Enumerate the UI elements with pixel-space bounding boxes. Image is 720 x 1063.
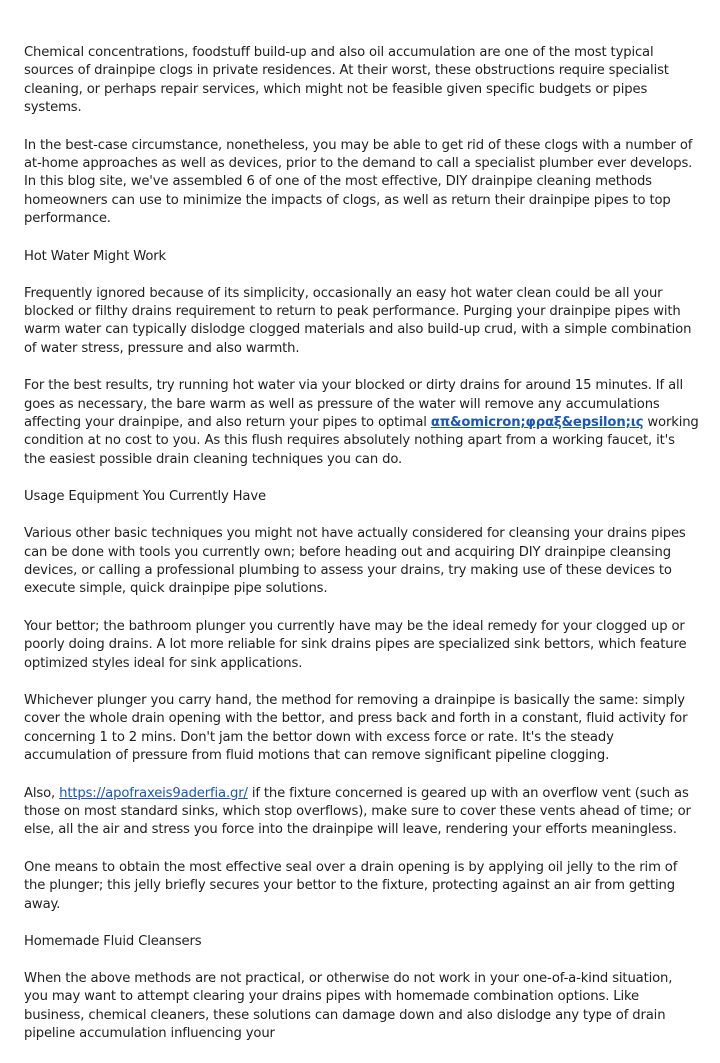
- paragraph-equipment-5: One means to obtain the most effective seal over a drain opening is by applying oil jelly to the rim of the plunger; this jelly briefly secures your bettor to the fixture, protecting against an air from getting away.: [24, 859, 678, 912]
- paragraph-best-case: In the best-case circumstance, nonetheless, you may be able to get rid of these clogs with a number of at-home approaches as well as devices, prior to the demand to call a specialist plumber ever develops. In this blog site, we've assembled 6 of one of the most effective, DIY drainpipe cleaning methods homeowners can use to minimize the impacts of clogs, as well as return their drainpipe pipes to top performance.: [24, 137, 693, 227]
- paragraph-equipment-4-text-b: if the fixture concerned is geared up with an overflow vent (such as those on most standard sinks, which stop overflows), make sure to cover these vents ahead of time; or else, all the air and stress you force into the drainpipe will leave, rendering your efforts meaningless.: [24, 785, 691, 838]
- heading-homemade-cleansers: Homemade Fluid Cleansers: [24, 934, 202, 950]
- paragraph-equipment-2: Your bettor; the bathroom plunger you currently have may be the ideal remedy for your clogged up or poorly doing drains. A lot more reliable for sink drains pipes are specialized sink bettors, which feature optimized styles ideal for sink applications.: [24, 618, 687, 671]
- paragraph-equipment-4: [24, 785, 700, 840]
- keyword-link[interactable]: απ&omicron;φραξ&epsilon;ις: [430, 415, 644, 430]
- heading-equipment: Usage Equipment You Currently Have: [24, 489, 266, 505]
- paragraph-equipment-1: Various other basic techniques you might not have actually considered for cleansing your drains pipes can be done with tools you currently own; before heading out and acquiring DIY drainpipe cleansing devices, or calling a professional plumbing to assess your drains, try making use of these devices to execute simple, quick drainpipe pipe solutions.: [24, 526, 686, 597]
- paragraph-homemade-1: When the above methods are not practical, or otherwise do not work in your one-of-a-kind situation, you may want to attempt clearing your drains pipes with homemade combination options. Like business, chemical cleaners, these solutions can damage down and also dislodge any type of drain pipeline accumulation influencing your: [24, 970, 673, 1042]
- paragraph-intro: Chemical concentrations, foodstuff build-up and also oil accumulation are one of the most typical sources of drainpipe clogs in private residences. At their worst, these obstructions require specialist cleaning, or perhaps repair services, which might not be feasible given specific budgets or pipes systems.: [24, 45, 669, 116]
- website-link[interactable]: https://apofraxeis9aderfia.gr/: [59, 785, 248, 801]
- article-body: [24, 44, 700, 1063]
- heading-hot-water: Hot Water Might Work: [24, 248, 167, 264]
- paragraph-equipment-3: Whichever plunger you carry hand, the method for removing a drainpipe is basically the same: simply cover the whole drain opening with the bettor, and press back and forth in a constant, fluid activity for concerning 1 to 2 mins. Don't jam the bettor down with excess force or rate. It's the steady accumulation of pressure from fluid motions that can remove significant pipeline clogging.: [24, 692, 688, 764]
- paragraph-hot-water-2-text-b: working condition at no cost to you. As this flush requires absolutely nothing apart from a working faucet, it's the easiest possible drain cleaning techniques you can do.: [24, 415, 699, 467]
- paragraph-hot-water-1: Frequently ignored because of its simplicity, occasionally an easy hot water clean could be all your blocked or filthy drains requirement to return to peak performance. Purging your drainpipe pipes with warm water can typically dislodge clogged materials and also build-up crud, with a simple combination of water stress, pressure and also warmth.: [24, 285, 692, 356]
- paragraph-equipment-4-text-a: Also,: [24, 785, 60, 801]
- paragraph-hot-water-2: [24, 377, 700, 469]
- paragraph-hot-water-2-text-a: For the best results, try running hot water via your blocked or dirty drains for around 15 minutes. If all goes as necessary, the bare warm as well as pressure of the water will remove any accumulations affecting your drainpipe, and also return your pipes to optimal: [24, 378, 684, 430]
